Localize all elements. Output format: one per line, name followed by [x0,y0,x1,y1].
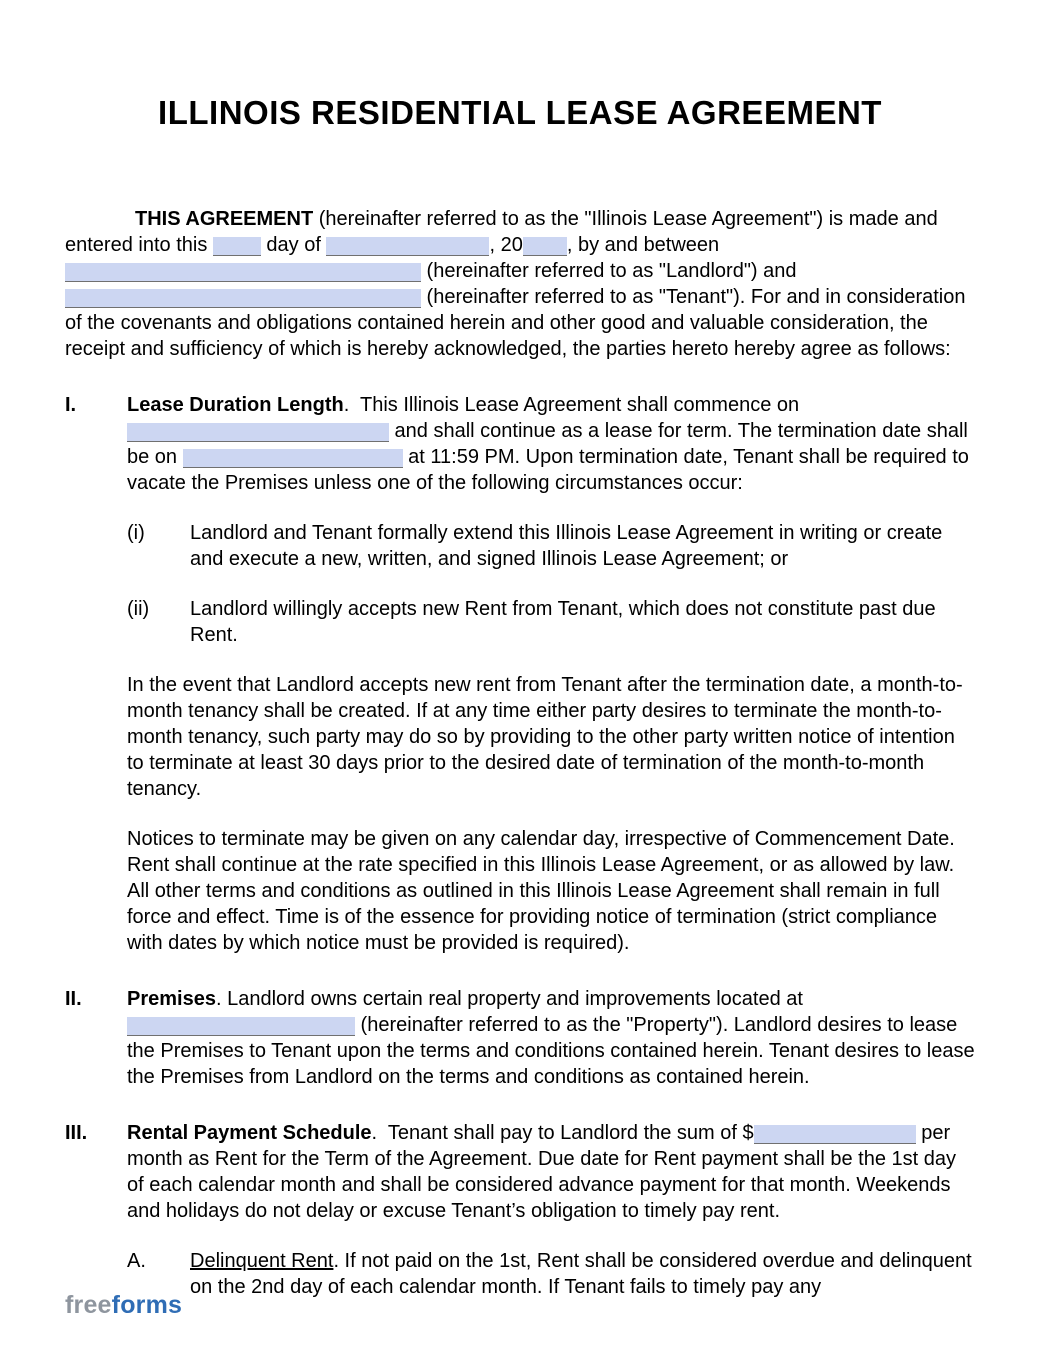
blank-field[interactable] [127,423,389,442]
text-run: (hereinafter referred to as the "Illinois Lease Agreement") is made and entered into this [65,208,938,256]
text-run: Delinquent Rent [190,1250,334,1272]
blank-field[interactable] [213,237,261,256]
section-number: III. [65,1122,88,1144]
section-lease-duration [65,392,975,956]
blank-field[interactable] [326,237,489,256]
text-run: . This Illinois Lease Agreement shall commence on [343,394,800,416]
text-run: day of [260,234,327,256]
text-run: Rental Payment Schedule [127,1122,372,1144]
blank-field[interactable] [65,263,421,282]
text-run: per month as Rent for the Term of the Agreement. Due date for Rent payment shall be the 1st day of each calendar month and shall be considered advance payment for that month. Weekends and holidays do not delay or excuse Tenant’s obligation to timely pay rent. [127,1122,956,1222]
brand-logo [65,1291,182,1320]
list-item [127,1248,975,1300]
list-item [127,520,975,572]
section-content [127,1120,975,1300]
brand-logo-forms: forms [111,1291,183,1319]
paragraph: In the event that Landlord accepts new rent from Tenant after the termination date, a month-to-month tenancy shall be created. If at any time either party desires to terminate the month-to-month tenancy, such party may do so by providing to the other party written notice of intention to terminate at least 30 days prior to the desired date of termination of the month-to-month tenancy. [127,674,963,800]
text-run: . If not paid on the 1st, Rent shall be considered overdue and delinquent on the 2nd day of each calendar month. If Tenant fails to timely pay any [190,1250,972,1298]
list-item-label: (i) [127,522,145,544]
text-run: . Landlord owns certain real property and improvements located at [215,988,803,1010]
text-run: , by and between [566,234,720,256]
section-heading-paragraph [127,1120,975,1224]
document-title: ILLINOIS RESIDENTIAL LEASE AGREEMENT [158,94,882,131]
section-rental-payment-schedule [65,1120,975,1300]
section-premises [65,986,975,1090]
text-run: Lease Duration Length [127,394,344,416]
list-item-label: A. [127,1250,146,1272]
blank-field[interactable] [65,289,421,308]
brand-logo-free: free [65,1291,112,1319]
list-item-label: (ii) [127,598,150,620]
text-run: and shall continue as a lease for term. The termination date shall be on [127,420,968,468]
section-number: II. [65,988,82,1010]
blank-field[interactable] [523,237,567,256]
paragraph: Notices to terminate may be given on any calendar day, irrespective of Commencement Date. Rent shall continue at the rate specified in this Illinois Lease Agreement, or as allowed by law. All other terms and conditions as outlined in this Illinois Lease Agreement shall remain in full force and effect. Time is of the essence for providing notice of termination (strict compliance with dates by which notice must be provided is required). [127,828,955,954]
list-item-text: Landlord willingly accepts new Rent from Tenant, which does not constitute past due Rent. [190,598,936,646]
text-run: (hereinafter referred to as "Landlord") and [421,260,797,282]
intro-paragraph [65,206,975,362]
text-run: at 11:59 PM. Upon termination date, Tenant shall be required to vacate the Premises unless one of the following circumstances occur: [127,446,969,494]
blank-field[interactable] [183,449,403,468]
blank-field[interactable] [754,1125,916,1144]
text-run: , 20 [489,234,523,256]
list-item-text: Landlord and Tenant formally extend this Illinois Lease Agreement in writing or create and execute a new, written, and signed Illinois Lease Agreement; or [190,522,943,570]
section-heading-paragraph [127,392,975,496]
text-run: Premises [127,988,216,1010]
blank-field[interactable] [127,1017,355,1036]
text-run: . Tenant shall pay to Landlord the sum of $ [371,1122,754,1144]
list-item [127,596,975,648]
section-number: I. [65,394,77,416]
text-run: THIS AGREEMENT [135,208,314,230]
list-item-text [190,1248,975,1300]
section-heading-paragraph [127,986,975,1090]
section-content [127,986,975,1090]
text-run: (hereinafter referred to as the "Property"). Landlord desires to lease the Premises to Tenant upon the terms and conditions contained herein. Tenant desires to lease the Premises from Landlord on the terms and conditions as contained herein. [127,1014,975,1088]
section-content [127,392,975,956]
text-run: (hereinafter referred to as "Tenant"). For and in consideration of the covenants and obligations contained herein and other good and valuable consideration, the receipt and sufficiency of which is hereby acknowledged, the parties hereto hereby agree as follows: [65,286,966,360]
